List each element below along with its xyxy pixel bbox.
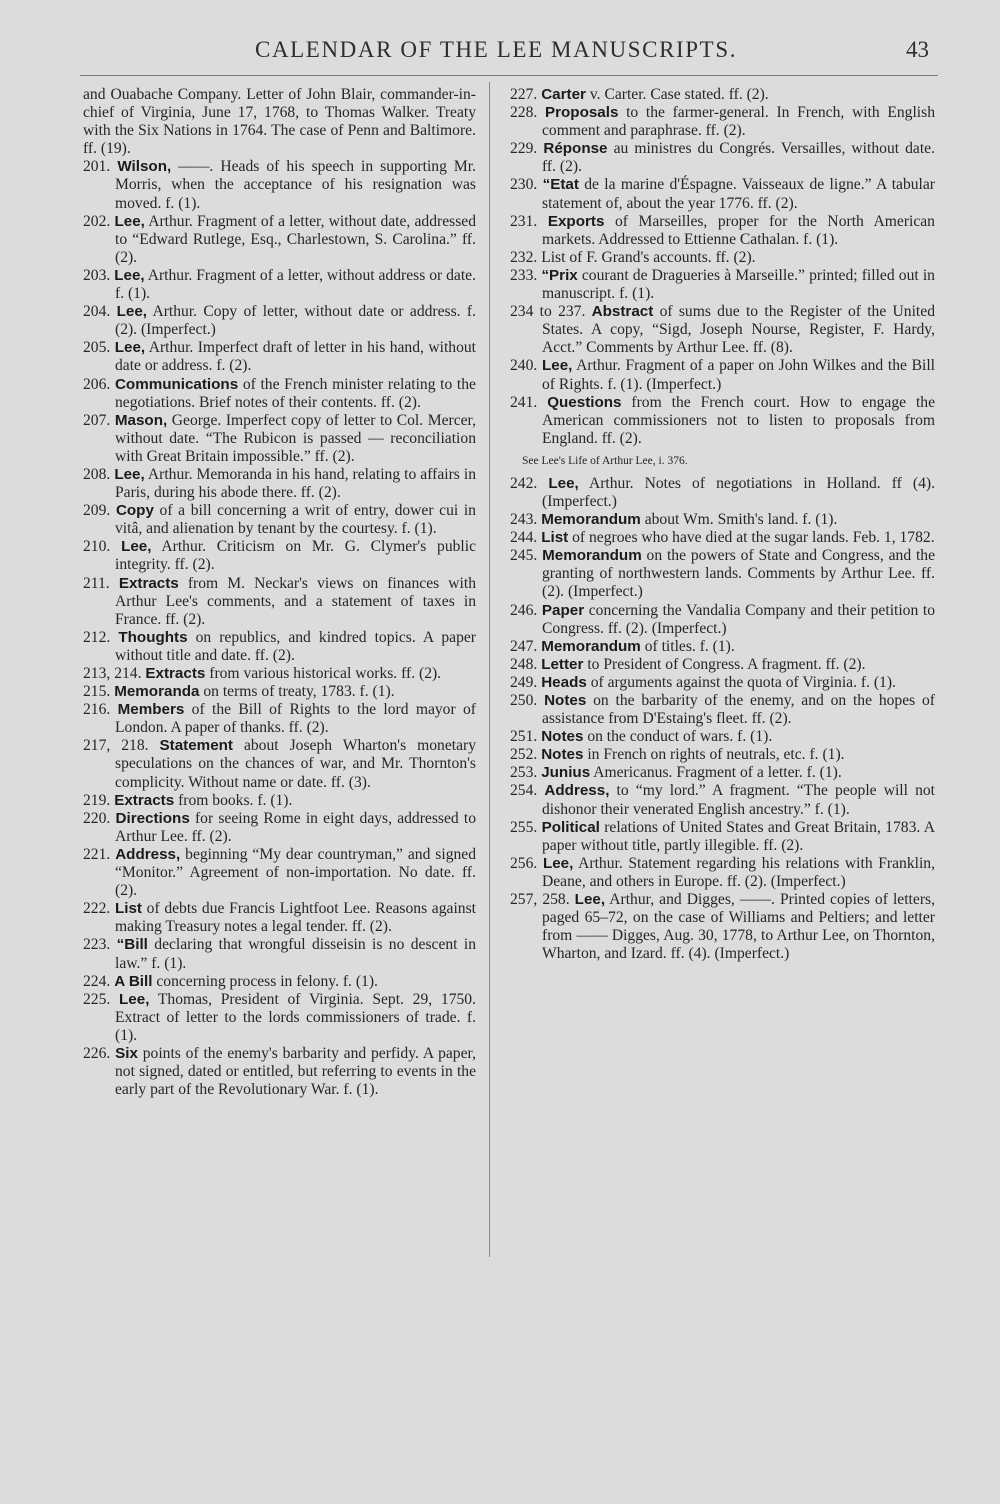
calendar-entry [510,674,935,692]
entry-keyword: Statement [159,737,233,755]
entry-description: from books. f. (1). [178,791,293,809]
entry-number: 224. [83,972,111,990]
entry-number: 210. [83,538,111,556]
header-rule [80,75,938,76]
entry-number: 250. [510,692,538,709]
calendar-entry [510,855,935,891]
reference-note [510,453,935,469]
entry-description: on the powers of State and Congress, and the granting of northwestern lands. Comments by Arthur Lee. ff. (2). (Imperfect.) [542,547,935,601]
entry-number: 216. [83,701,111,719]
entry-description: declaring that wrongful disseisin is no descent in law.” f. (1). [115,936,477,972]
calendar-entry [83,267,476,303]
calendar-entry [510,357,935,393]
entry-number: 240. [510,357,538,375]
entry-keyword: A Bill [114,972,153,990]
calendar-entry [510,819,935,855]
entry-description: de la marine d'Éspagne. Vaisseaux de ligne.” A tabular statement of, about the year 1776. ff. (2). [542,176,936,212]
entry-description: from various historical works. ff. (2). [209,665,442,682]
entry-description: v. Carter. Case stated. ff. (2). [589,86,769,103]
entry-keyword: Lee, [114,465,145,483]
calendar-entry [83,1045,476,1099]
entry-keyword: Directions [115,809,190,827]
entry-keyword: Copy [115,502,154,520]
entry-description: relations of United States and Great Britain, 1783. A paper without title, partly illegible. ff. (2). [542,818,935,854]
entry-number: 208. [83,465,111,483]
entry-number: 222. [83,900,111,918]
entry-keyword: Proposals [544,104,619,122]
entry-keyword: Lee, [574,891,606,909]
calendar-entry [510,547,935,601]
entry-number: 257, 258. [510,891,570,909]
entry-description: in French on rights of neutrals, etc. f. (1). [587,746,845,764]
entry-number: 229. [510,140,538,158]
entry-number: 230. [510,176,538,194]
calendar-entry [510,764,935,782]
entry-description: Arthur. Notes of negotiations in Holland. ff (4). (Imperfect.) [542,474,935,510]
entry-description: of Marseilles, proper for the North American markets. Addressed to Ettienne Cathalan. f. (1). [542,212,935,248]
entry-number: 215. [83,683,111,701]
entry-keyword: Lee, [542,854,574,872]
entry-number: 225. [83,990,111,1008]
entry-keyword: Address, [544,782,610,800]
entry-description: Arthur. Statement regarding his relations with Franklin, Deane, and others in Europe. ff. (2). (Imperfect.) [542,854,935,890]
entry-keyword: Questions [547,393,622,411]
entry-number: 223. [83,936,111,954]
entry-description: Arthur, and Digges, ——. Printed copies of letters, paged 65–72, on the case of Williams and Peltiers; and letter from —— Digges, Aug. 30, 1778, to Arthur Lee, on Thornton, Wharton, and Izard. ff. (4). (Imperfect.) [542,891,935,963]
calendar-entry [510,891,935,963]
entry-number: 213, 214. [83,665,142,682]
entry-number: 246. [510,601,538,619]
entry-keyword: Wilson, [117,158,172,176]
entry-keyword: Members [117,701,185,719]
entry-keyword: Réponse [543,140,608,158]
calendar-entry [510,746,935,764]
calendar-entry [510,394,935,448]
calendar-entry [510,782,935,818]
entry-description: from M. Neckar's views on finances with Arthur Lee's comments, and a statement of taxes in France. ff. (2). [115,574,476,628]
entry-number: 202. [83,212,111,230]
entry-description: on terms of treaty, 1783. f. (1). [203,683,395,701]
entry-description: Arthur. Memoranda in his hand, relating to affairs in Paris, during his abode there. ff. (2). [115,465,476,502]
entry-description: about Wm. Smith's land. f. (1). [644,511,838,529]
calendar-entry [83,629,476,665]
entry-number: 245. [510,547,538,565]
entry-number: 252. [510,746,538,764]
entry-number: 232. [510,248,538,266]
calendar-entry [510,728,935,746]
entry-number: 231. [510,212,538,230]
calendar-entry [83,701,476,737]
entry-description: concerning the Vandalia Company and their petition to Congress. ff. (2). (Imperfect.) [542,601,936,637]
entry-description: of a bill concerning a writ of entry, dower cui in vitâ, and alienation by tenant by the courtesy. f. (1). [115,502,476,538]
entry-description: for seeing Rome in eight days, addressed to Arthur Lee. ff. (2). [115,809,476,845]
entry-description: concerning process in felony. f. (1). [156,972,378,990]
entry-number: 220. [83,809,111,827]
page-number: 43 [906,37,929,62]
entry-number: 242. [510,474,538,492]
entry-number: 244. [510,529,538,547]
entry-description: points of the enemy's barbarity and perfidy. A paper, not signed, dated or entitled, but referring to events in the early part of the Revolutionary War. f. (1). [115,1044,476,1099]
entry-keyword: “Prix [541,266,578,284]
entry-number: 201. [83,158,111,176]
entry-keyword: Extracts [114,791,175,809]
note-text: See Lee's Life of Arthur Lee, i. 376. [522,454,688,467]
entry-keyword: Lee, [114,212,145,230]
entry-keyword: List [114,900,142,918]
entry-number: 207. [83,411,111,429]
entry-description: of arguments against the quota of Virginia. f. (1). [590,673,896,691]
entry-keyword: Mason, [114,411,168,429]
entry-keyword: Abstract [591,303,654,321]
entry-number: 255. [510,818,538,836]
entry-description: to “my lord.” A fragment. “The people will not dishonor their venerated English ancestry.” f. (1). [542,782,935,818]
calendar-entry [83,412,476,466]
entry-keyword: Lee, [114,266,145,284]
entry-number: 243. [510,511,538,529]
entry-description: of the French minister relating to the negotiations. Brief notes of their contents. ff. (2). [115,375,476,411]
calendar-entry [83,466,476,502]
entry-keyword: Thoughts [118,628,188,646]
entry-keyword: Notes [544,692,587,709]
calendar-entry [510,104,935,140]
entry-number: 227. [510,86,538,103]
calendar-entry [510,140,935,176]
calendar-entry [83,213,476,267]
entry-number: 221. [83,845,111,863]
entry-keyword: Memorandum [541,637,641,655]
entry-description: Americanus. Fragment of a letter. f. (1). [593,764,842,782]
calendar-entry [83,936,476,972]
entry-description: on the conduct of wars. f. (1). [587,728,773,746]
calendar-entry [510,511,935,529]
entry-description: beginning “My dear countryman,” and signed “Monitor.” Agreement of non-importation. No date. ff. (2). [115,845,477,900]
entry-number: 251. [510,728,538,746]
entry-keyword: Exports [547,212,605,230]
entry-keyword: List [541,529,569,547]
calendar-entry [83,575,476,629]
entry-keyword: Lee, [116,303,147,321]
calendar-entry [83,792,476,810]
entry-keyword: Communications [114,375,239,393]
entry-keyword: Six [115,1044,138,1062]
entry-number: 249. [510,673,538,691]
calendar-entry [83,158,476,212]
entry-description: to President of Congress. A fragment. ff. (2). [587,655,866,673]
column-rule [489,82,490,1257]
calendar-entry [510,656,935,674]
calendar-entry [510,86,935,104]
entry-description: ——. Heads of his speech in supporting Mr. Morris, when the acceptance of his resignation was moved. f. (1). [115,158,476,212]
entry-keyword: “Etat [542,176,579,194]
entry-description: and Ouabache Company. Letter of John Blair, commander-in-chief of Virginia, June 17, 1768, to Thomas Walker. Treaty with the Six Nations in 1764. The case of Penn and Baltimore. ff. (19). [83,86,476,158]
calendar-entry [83,900,476,936]
entry-description: Arthur. Fragment of a paper on John Wilkes and the Bill of Rights. f. (1). (Imperfect.) [542,357,935,393]
calendar-entry [510,638,935,656]
entry-number: 212. [83,628,111,646]
calendar-entry [83,303,476,339]
entry-number: 248. [510,655,538,673]
entry-description: au ministres du Congrés. Versailles, without date. ff. (2). [542,140,935,176]
running-title: CALENDAR OF THE LEE MANUSCRIPTS. [255,37,738,62]
entry-description: of titles. f. (1). [644,637,735,655]
entry-number: 205. [83,339,111,357]
calendar-entry [83,737,476,791]
entry-description: List of F. Grand's accounts. ff. (2). [541,248,756,266]
left-column [83,86,476,1099]
entry-number: 247. [510,637,538,655]
calendar-entry [510,692,935,728]
entry-keyword: Notes [541,746,584,764]
entry-number: 233. [510,266,538,284]
right-column [510,86,935,963]
entry-number: 211. [83,574,110,592]
entry-description: Arthur. Fragment of a letter, without date, addressed to “Edward Rutlege, Esq., Charlestown, S. Carolina.” ff. (2). [115,212,476,266]
entry-description: Arthur. Criticism on Mr. G. Clymer's public integrity. ff. (2). [115,538,477,574]
entry-description: on the barbarity of the enemy, and on the hopes of assistance from D'Estaing's fleet. ff. (2). [542,692,935,728]
entry-number: 217, 218. [83,737,149,755]
entry-number: 206. [83,375,111,393]
entry-number: 226. [83,1044,111,1062]
entry-keyword: Memorandum [542,547,642,565]
entry-description: of negroes who have died at the sugar lands. Feb. 1, 1782. [572,529,935,547]
calendar-entry [510,176,935,212]
entry-description: Arthur. Fragment of a letter, without address or date. f. (1). [115,266,476,303]
entry-number: 234 to 237. [510,303,586,321]
calendar-entry [83,339,476,375]
entry-description: George. Imperfect copy of letter to Col. Mercer, without date. “The Rubicon is passed — reconciliation with Great Britain impossible.” ff. (2). [115,411,477,465]
entry-keyword: Paper [541,601,585,619]
entry-number: 219. [83,791,111,809]
calendar-entry [83,810,476,846]
entry-description: from the French court. How to engage the American commissioners not to listen to proposals from England. ff. (2). [542,393,936,447]
calendar-entry [510,529,935,547]
entry-description: of debts due Francis Lightfoot Lee. Reasons against making Treasury notes a legal tender. ff. (2). [115,900,476,936]
calendar-entry [83,538,476,574]
entry-description: Arthur. Imperfect draft of letter in his hand, without date or address. f. (2). [115,339,476,375]
calendar-entry [510,267,935,303]
entry-number: 241. [510,393,538,411]
entry-keyword: Address, [115,845,181,863]
entry-number: 254. [510,782,538,800]
entry-keyword: Lee, [548,474,579,492]
entry-number: 253. [510,764,538,782]
calendar-entry [83,683,476,701]
entry-description: courant de Dragueries à Marseille.” printed; filled out in manuscript. f. (1). [542,266,935,303]
calendar-entry [510,602,935,638]
calendar-entry [83,376,476,412]
entry-description: Arthur. Copy of letter, without date or address. f. (2). (Imperfect.) [115,303,476,339]
entry-keyword: Lee, [114,339,146,357]
calendar-entry [83,86,476,158]
calendar-entry [510,475,935,511]
entry-keyword: Extracts [118,574,179,592]
entry-keyword: Extracts [145,665,206,682]
entry-keyword: Letter [541,655,584,673]
calendar-entry [83,991,476,1045]
entry-number: 256. [510,854,538,872]
entry-description: about Joseph Wharton's monetary speculations on the chances of war, and Mr. Thornton's complicity. Without name or date. ff. (3). [115,737,477,791]
entry-description: of sums due to the Register of the United States. A copy, “Sigd, Joseph Nourse, Register, F. Hardy, Acct.” Comments by Arthur Lee. ff. (8). [542,303,935,357]
calendar-entry [510,213,935,249]
calendar-entry [83,846,476,900]
entry-number: 203. [83,266,111,284]
calendar-entry [83,665,476,683]
entry-keyword: Political [541,818,600,836]
entry-keyword: Memoranda [114,683,200,701]
entry-number: 209. [83,502,111,520]
entry-number: 204. [83,303,111,321]
entry-keyword: Memorandum [541,511,641,529]
entry-keyword: Lee, [541,357,573,375]
calendar-entry [83,502,476,538]
entry-description: Thomas, President of Virginia. Sept. 29, 1750. Extract of letter to the lords commissioners of trade. f. (1). [115,990,476,1044]
calendar-entry [510,303,935,357]
entry-keyword: Junius [541,764,591,782]
calendar-entry [83,973,476,991]
calendar-entry [510,249,935,267]
entry-keyword: Lee, [119,990,150,1008]
entry-description: on republics, and kindred topics. A paper without title and date. ff. (2). [115,628,477,664]
entry-description: to the farmer-general. In French, with English comment and paraphrase. ff. (2). [542,104,935,140]
entry-description: of the Bill of Rights to the lord mayor of London. A paper of thanks. ff. (2). [115,701,476,737]
entry-keyword: Carter [541,86,586,103]
entry-keyword: Notes [541,728,584,746]
entry-keyword: Heads [541,673,587,691]
entry-number: 228. [510,104,538,122]
entry-keyword: “Bill [116,936,148,954]
entry-keyword: Lee, [121,538,152,556]
